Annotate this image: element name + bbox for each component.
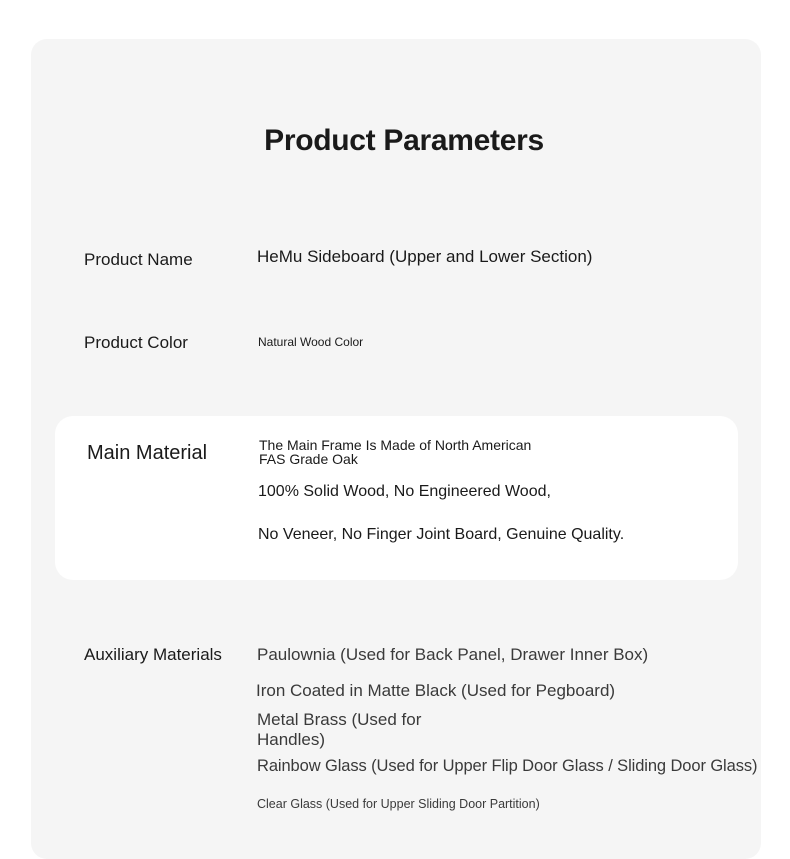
auxiliary-item: Clear Glass (Used for Upper Sliding Door Partition) — [257, 797, 540, 811]
auxiliary-item: Paulownia (Used for Back Panel, Drawer Inner Box) — [257, 645, 649, 664]
main-material-line-1: The Main Frame Is Made of North American — [259, 437, 532, 453]
auxiliary-item: Handles) — [257, 730, 326, 749]
main-material-line-3: 100% Solid Wood, No Engineered Wood, — [258, 483, 551, 500]
product-name-label: Product Name — [84, 250, 193, 269]
auxiliary-item: Rainbow Glass (Used for Upper Flip Door Glass / Sliding Door Glass) — [257, 757, 758, 775]
product-color-label: Product Color — [84, 333, 188, 352]
auxiliary-item: Iron Coated in Matte Black (Used for Pegboard) — [256, 681, 616, 700]
main-material-line-2: FAS Grade Oak — [259, 451, 358, 467]
page-title: Product Parameters — [264, 124, 544, 157]
auxiliary-item: Metal Brass (Used for — [257, 710, 422, 729]
main-material-line-4: No Veneer, No Finger Joint Board, Genuine Quality. — [258, 526, 625, 543]
main-material-label: Main Material — [87, 442, 208, 464]
product-name-value: HeMu Sideboard (Upper and Lower Section) — [257, 247, 593, 266]
product-color-value: Natural Wood Color — [258, 335, 364, 349]
auxiliary-materials-label: Auxiliary Materials — [84, 645, 222, 664]
